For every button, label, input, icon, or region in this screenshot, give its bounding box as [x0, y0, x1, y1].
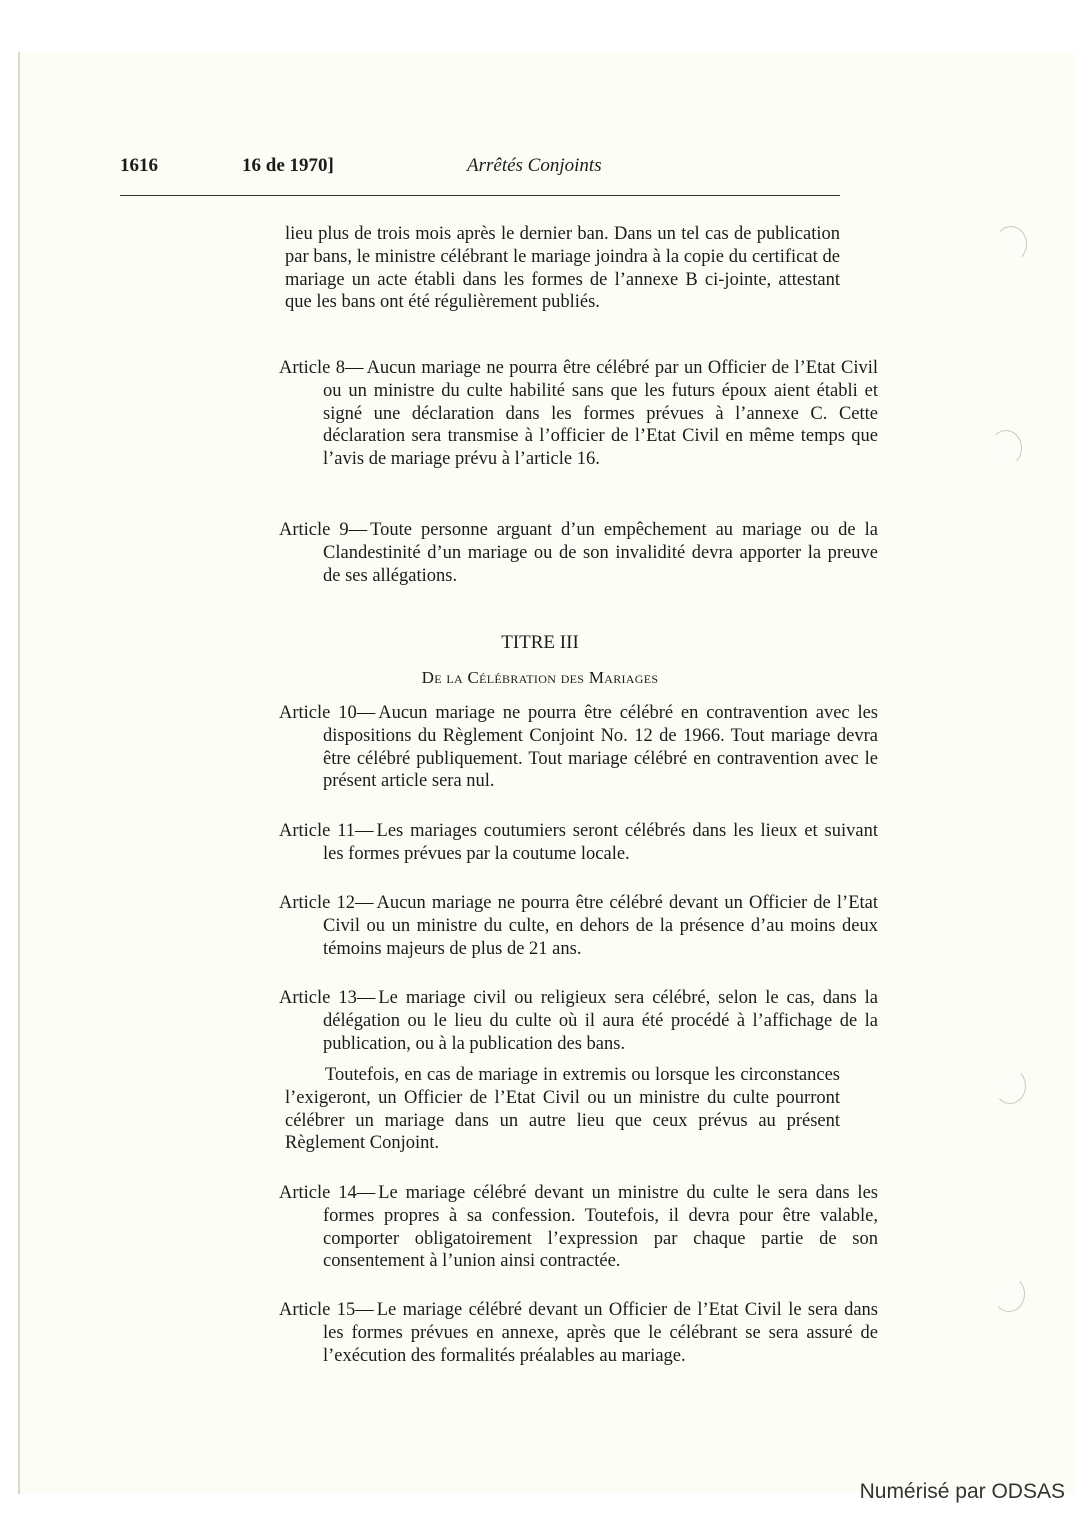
section-subtitle: De la Célébration des Mariages	[421, 668, 659, 687]
digitization-credit: Numérisé par ODSAS	[859, 1480, 1065, 1503]
intro-paragraph: lieu plus de trois mois après le dernier ban. Dans un tel cas de publication par bans, le ministre célébrant le mariage joindra à la copie du certificat de mariage un acte établi dans les formes de l’annexe B ci-jointe, attestant que les bans ont été régulièrement publiés.	[285, 224, 840, 313]
article-label: Article 12—	[279, 893, 374, 913]
article-label: Article 15—	[279, 1300, 374, 1320]
article-label: Article 14—	[279, 1183, 376, 1203]
article-label: Article 8—	[279, 358, 364, 378]
punch-hole-mark	[995, 226, 1027, 262]
article-label: Article 11—	[279, 821, 374, 841]
article-label: Article 10—	[279, 703, 376, 723]
article-label: Article 9—	[279, 520, 368, 540]
header-date-reference: 16 de 1970]	[242, 155, 334, 176]
article-15	[279, 1299, 878, 1367]
article-9	[279, 519, 878, 587]
article-12	[279, 892, 878, 960]
page-number: 1616	[120, 155, 158, 176]
article-8	[279, 357, 878, 471]
header-rule	[120, 195, 840, 196]
article-13	[279, 987, 878, 1055]
article-text: Toute personne arguant d’un empêchement au mariage ou de la Clandestinité d’un mariage ou de son invalidité devra apporter la preuve de ses allégations.	[323, 520, 878, 586]
article-10	[279, 702, 878, 793]
punch-hole-mark	[990, 430, 1022, 466]
article-13-continuation: Toutefois, en cas de mariage in extremis ou lorsque les circonstances l’exigeront, un Officier de l’Etat Civil ou un ministre du culte pourront célébrer un mariage dans un autre lieu que ceux prévus au présent Règlement Conjoint.	[285, 1065, 840, 1154]
punch-hole-mark	[993, 1276, 1025, 1312]
section-title: TITRE III	[501, 632, 579, 653]
article-text: Le mariage civil ou religieux sera célébré, selon le cas, dans la délégation ou le lieu du culte où il aura été procédé à l’affichage de la publication, ou à la publication des bans.	[323, 988, 878, 1054]
article-label: Article 13—	[279, 988, 376, 1008]
article-text: Les mariages coutumiers seront célébrés dans les lieux et suivant les formes prévues par la coutume locale.	[323, 821, 878, 864]
header-running-title: Arrêtés Conjoints	[467, 155, 602, 176]
article-11	[279, 820, 878, 866]
article-text: Le mariage célébré devant un Officier de l’Etat Civil le sera dans les formes prévues en annexe, après que le célébrant se sera assuré de l’exécution des formalités préalables au mariage.	[323, 1300, 878, 1366]
article-14	[279, 1182, 878, 1273]
article-text: Aucun mariage ne pourra être célébré par un Officier de l’Etat Civil ou un ministre du culte habilité sans que les futurs époux aient établi et signé une déclaration dans les formes prévues à l’annexe C. Cette déclaration sera transmise à l’officier de l’Etat Civil en même temps que l’avis de mariage prévu à l’article 16.	[323, 358, 878, 470]
article-text: Le mariage célébré devant un ministre du culte le sera dans les formes propres à sa confession. Toutefois, il devra pour être valable, comporter obligatoirement l’expression par chaque partie de son consentement à l’union ainsi contractée.	[323, 1183, 878, 1272]
punch-hole-mark	[994, 1068, 1026, 1104]
article-text: Aucun mariage ne pourra être célébré en contravention avec les dispositions du Règlement Conjoint No. 12 de 1966. Tout mariage devra être célébré publiquement. Tout mariage célébré en contravention avec le présent article sera nul.	[323, 703, 878, 792]
article-text: Aucun mariage ne pourra être célébré devant un Officier de l’Etat Civil ou un ministre du culte, en dehors de la présence d’au moins deux témoins majeurs de plus de 21 ans.	[323, 893, 878, 959]
